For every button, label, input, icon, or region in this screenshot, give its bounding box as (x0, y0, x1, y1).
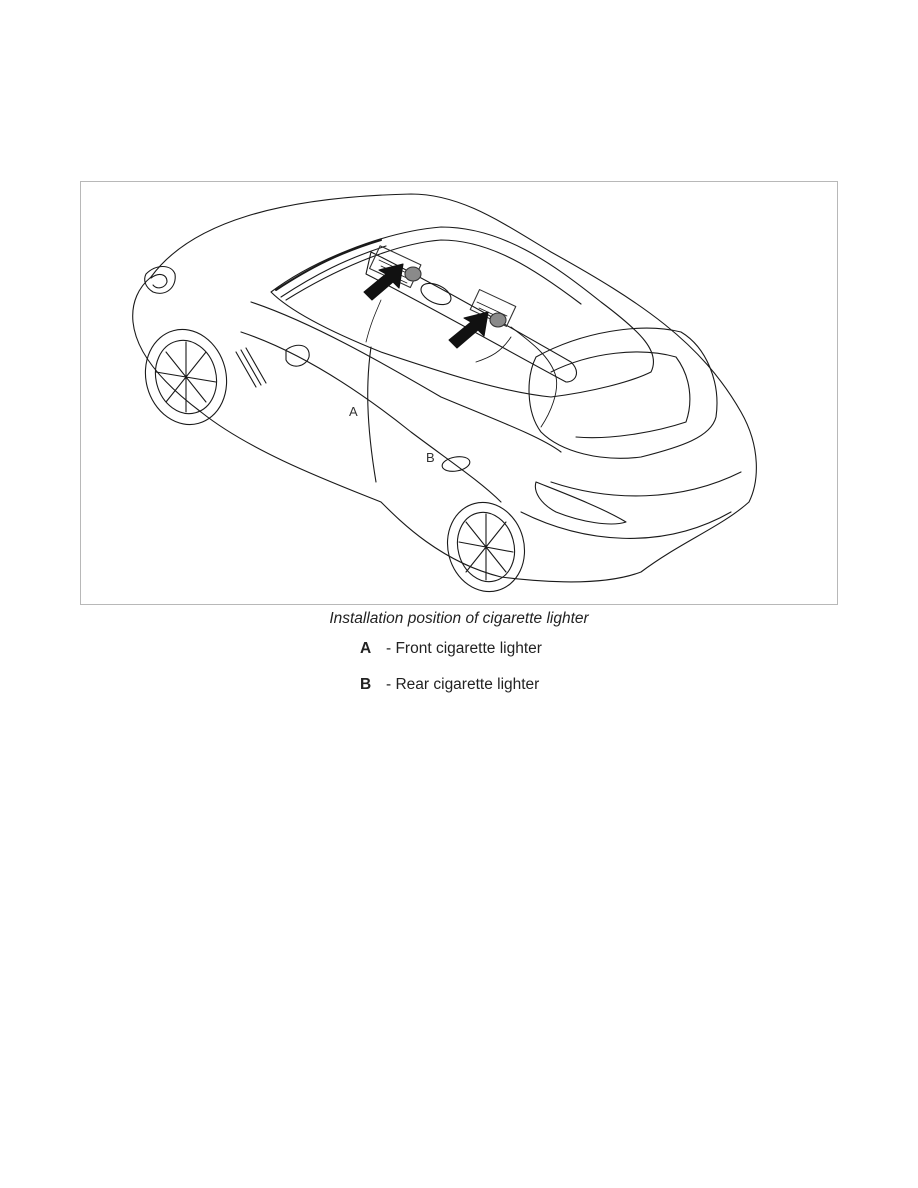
figure-caption: Installation position of cigarette lighter (329, 610, 589, 627)
legend-text: - Rear cigarette lighter (386, 676, 540, 693)
legend-item-a (360, 640, 542, 658)
legend-key: A (360, 640, 372, 657)
car-illustration (81, 182, 839, 606)
legend-item-b (360, 676, 539, 694)
callout-a: A (349, 404, 358, 419)
legend-text: - Front cigarette lighter (386, 640, 542, 657)
legend-key: B (360, 676, 372, 693)
figure-frame (80, 181, 838, 605)
callout-b: B (426, 450, 435, 465)
